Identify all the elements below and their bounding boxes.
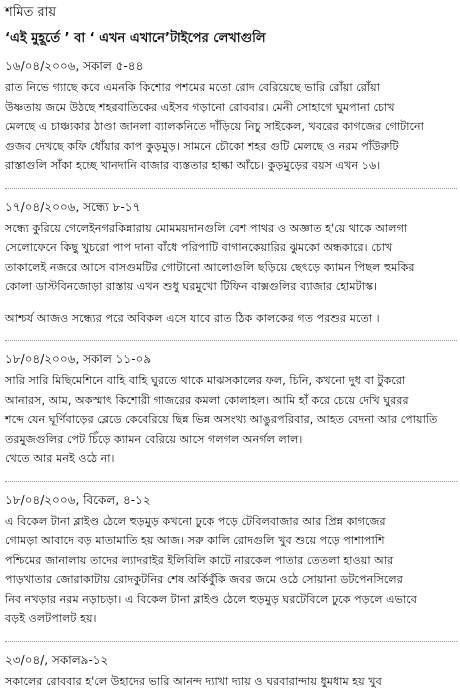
entry-date: ১৬/০৪/২০০৬, সকাল ৫-৪৪ — [5, 59, 144, 73]
text-line: তাকালেই নজরে আসে বাসগুমটির গোটানো আলোগুলি ছড়িয়ে ছেৎড়ে ক্যামন পিছল হুমকির — [5, 260, 415, 274]
entry-text — [5, 371, 457, 469]
entry-date: ১৭/০৪/২০০৬, সন্ধ্যে ৮-১৭ — [5, 199, 141, 214]
document-page — [5, 0, 457, 691]
text-line: তরমুজগুলির পেট চিঁড়ে ক্যামন বেরিয়ে আসে গলগল অনর্গল লাল। — [5, 432, 303, 446]
author-name: শমিত রায় — [5, 5, 57, 20]
entry — [5, 58, 457, 176]
entry-text — [5, 78, 457, 176]
entry — [5, 652, 457, 692]
text-line: উষ্ণতায় জমে উঠছে শহরবাতিকের এইসব গড়ানো রোববার। মেনী সোহাগে ঘুমপানা চোখ — [5, 100, 395, 114]
entry-text — [5, 219, 457, 297]
text-line: পাড়খাতার জোরাকাটায় রোদকুটনির শেষ অর্কিবুঁকি জবর জমে ওঠে সোয়ানা ডটপেনসিলের — [5, 573, 403, 586]
text-line: আনারস, আম, অকস্মাৎ কিশোরী গাজরের কমলা কোলাহল। আমি হাঁ করে চেয়ে দেখি ঘুররর — [5, 393, 409, 407]
entry-date: ১৮/০৪/২০০৬, বিকেল, ৪-১২ — [5, 492, 151, 507]
divider — [5, 340, 457, 341]
text-line: নিব নখড়ার নরম নড়াচড়া। এ বিকেল টানা ব্লাইণ্ড ঠেলে হুড়মুড় ঘরটেবিলে ঢুকে পড়লে এভাবে — [5, 592, 417, 606]
page-title: ‘এই মুহূর্তে ’ বা ‘ এখন এখানে’টাইপের লেখাগুলি — [5, 31, 266, 46]
text-line: মেলছে এ চাঞ্চ্যকার ঠাণ্ডা জানলা ব্যালকনিতে দাঁড়িয়ে নিচু সাইকেল, খবরের কাগজের গোটানো — [5, 120, 424, 133]
text-line: সকালের রোববার হ'লে উহাদের ভারি আনন্দ দ্যাখা দ্যায় ও ঘরবারান্দায় ধুমধাম হয় খুব — [5, 674, 382, 688]
text-line: বড়ই ওলটপালট হয়। — [5, 612, 97, 625]
text-line: সন্ধ্যে কুরিয়ে গেলেইনগরকিন্নারায় মোমময়দানগুলি বেশ পাথর ও অজ্ঞাত হ'য়ে থাকে আলগা — [5, 221, 408, 235]
text-line: রাত নিভে গ্যাছে কবে এমনকি কিশোর পশমের মতো রোদ বেরিয়েছে ভারি রোঁয়া রোঁয়া — [5, 81, 380, 94]
entry — [5, 199, 457, 329]
entry-date: ২৩/০৪/, সকাল৯-১২ — [5, 652, 109, 667]
text-line: খেতে আর মনই ওঠে না। — [5, 452, 115, 465]
entry-date: ১৮/০৪/২০০৬, সকাল ১১-০৯ — [5, 352, 152, 366]
text-line: শব্দে যেন ঘূর্ণিবাড়ের ব্লেডে কেবেরিয়ে ছিন্ন ভিন্ন অসংখ্য আঙুরপরিবার, আহত বেদনা আর পোয়াতি — [5, 413, 438, 426]
divider — [5, 188, 457, 189]
text-line: কোলা ডাস্টবিনজোড়া রাস্তায় এখন শুধু ঘরমুখো টিফিন বাক্সগুলির ব্যাজার হোমটাস্ক। — [5, 280, 378, 293]
entry — [5, 351, 457, 469]
text-line: সারি সারি মিছিমেশিনে বাহি বাহি ঘুরতে থাকে মাঝসকালের ফল, চিনি, কখনো দুধ বা টুকরো — [5, 374, 406, 387]
text-line: গোমড়া আবাদে বড় মাতামাতি হয় আজ। সরু কালি রোদগুলি খুব শুয়ে পড়ে পাশাপাশি — [5, 534, 385, 547]
entry-text — [5, 672, 457, 692]
entry-text — [5, 512, 457, 629]
entry — [5, 492, 457, 629]
divider — [5, 481, 457, 482]
entry-closing-line: আশ্চর্য আজও সন্ধ্যের পরে অবিকল এসে যাবে রাত ঠিক কালকের গত পরশুর মতো । — [5, 311, 380, 325]
text-line: এ বিকেল টানা ব্লাইণ্ড ঠেলে হুড়মুড় কখনো ঢুকে পড়ে টেবিলবাজার আর প্রিন্ন কাগজের — [5, 514, 386, 528]
text-line: পশ্চিমের জানালায় তাদের ল্যাদরাইর ইলিবিলি কাটে নারকেল পাতার তেতলা হাওয়া আর — [5, 553, 394, 567]
text-line: গুজব দেখছে কফি ধোঁয়ার কাপ কুড়মুড়। সামনে চৌকো শহর গুটি মেলছে ও নরম পাঁউরুটি — [5, 139, 399, 153]
divider — [5, 641, 457, 642]
text-line: রাস্তাগুলি সাঁকা হচ্ছে খানদানি বাজার ব্যস্ততার হাল্কা আঁচে। কুড়মুড়ের বয়স এখন ১৬। — [5, 159, 381, 172]
text-line: সেলোফেনে কিছু খুচরো পাপ দানা বাঁধে পরিপাটি বাগানকেয়ারির ঝুমকো অন্ধকারে। চোখ — [5, 241, 393, 254]
